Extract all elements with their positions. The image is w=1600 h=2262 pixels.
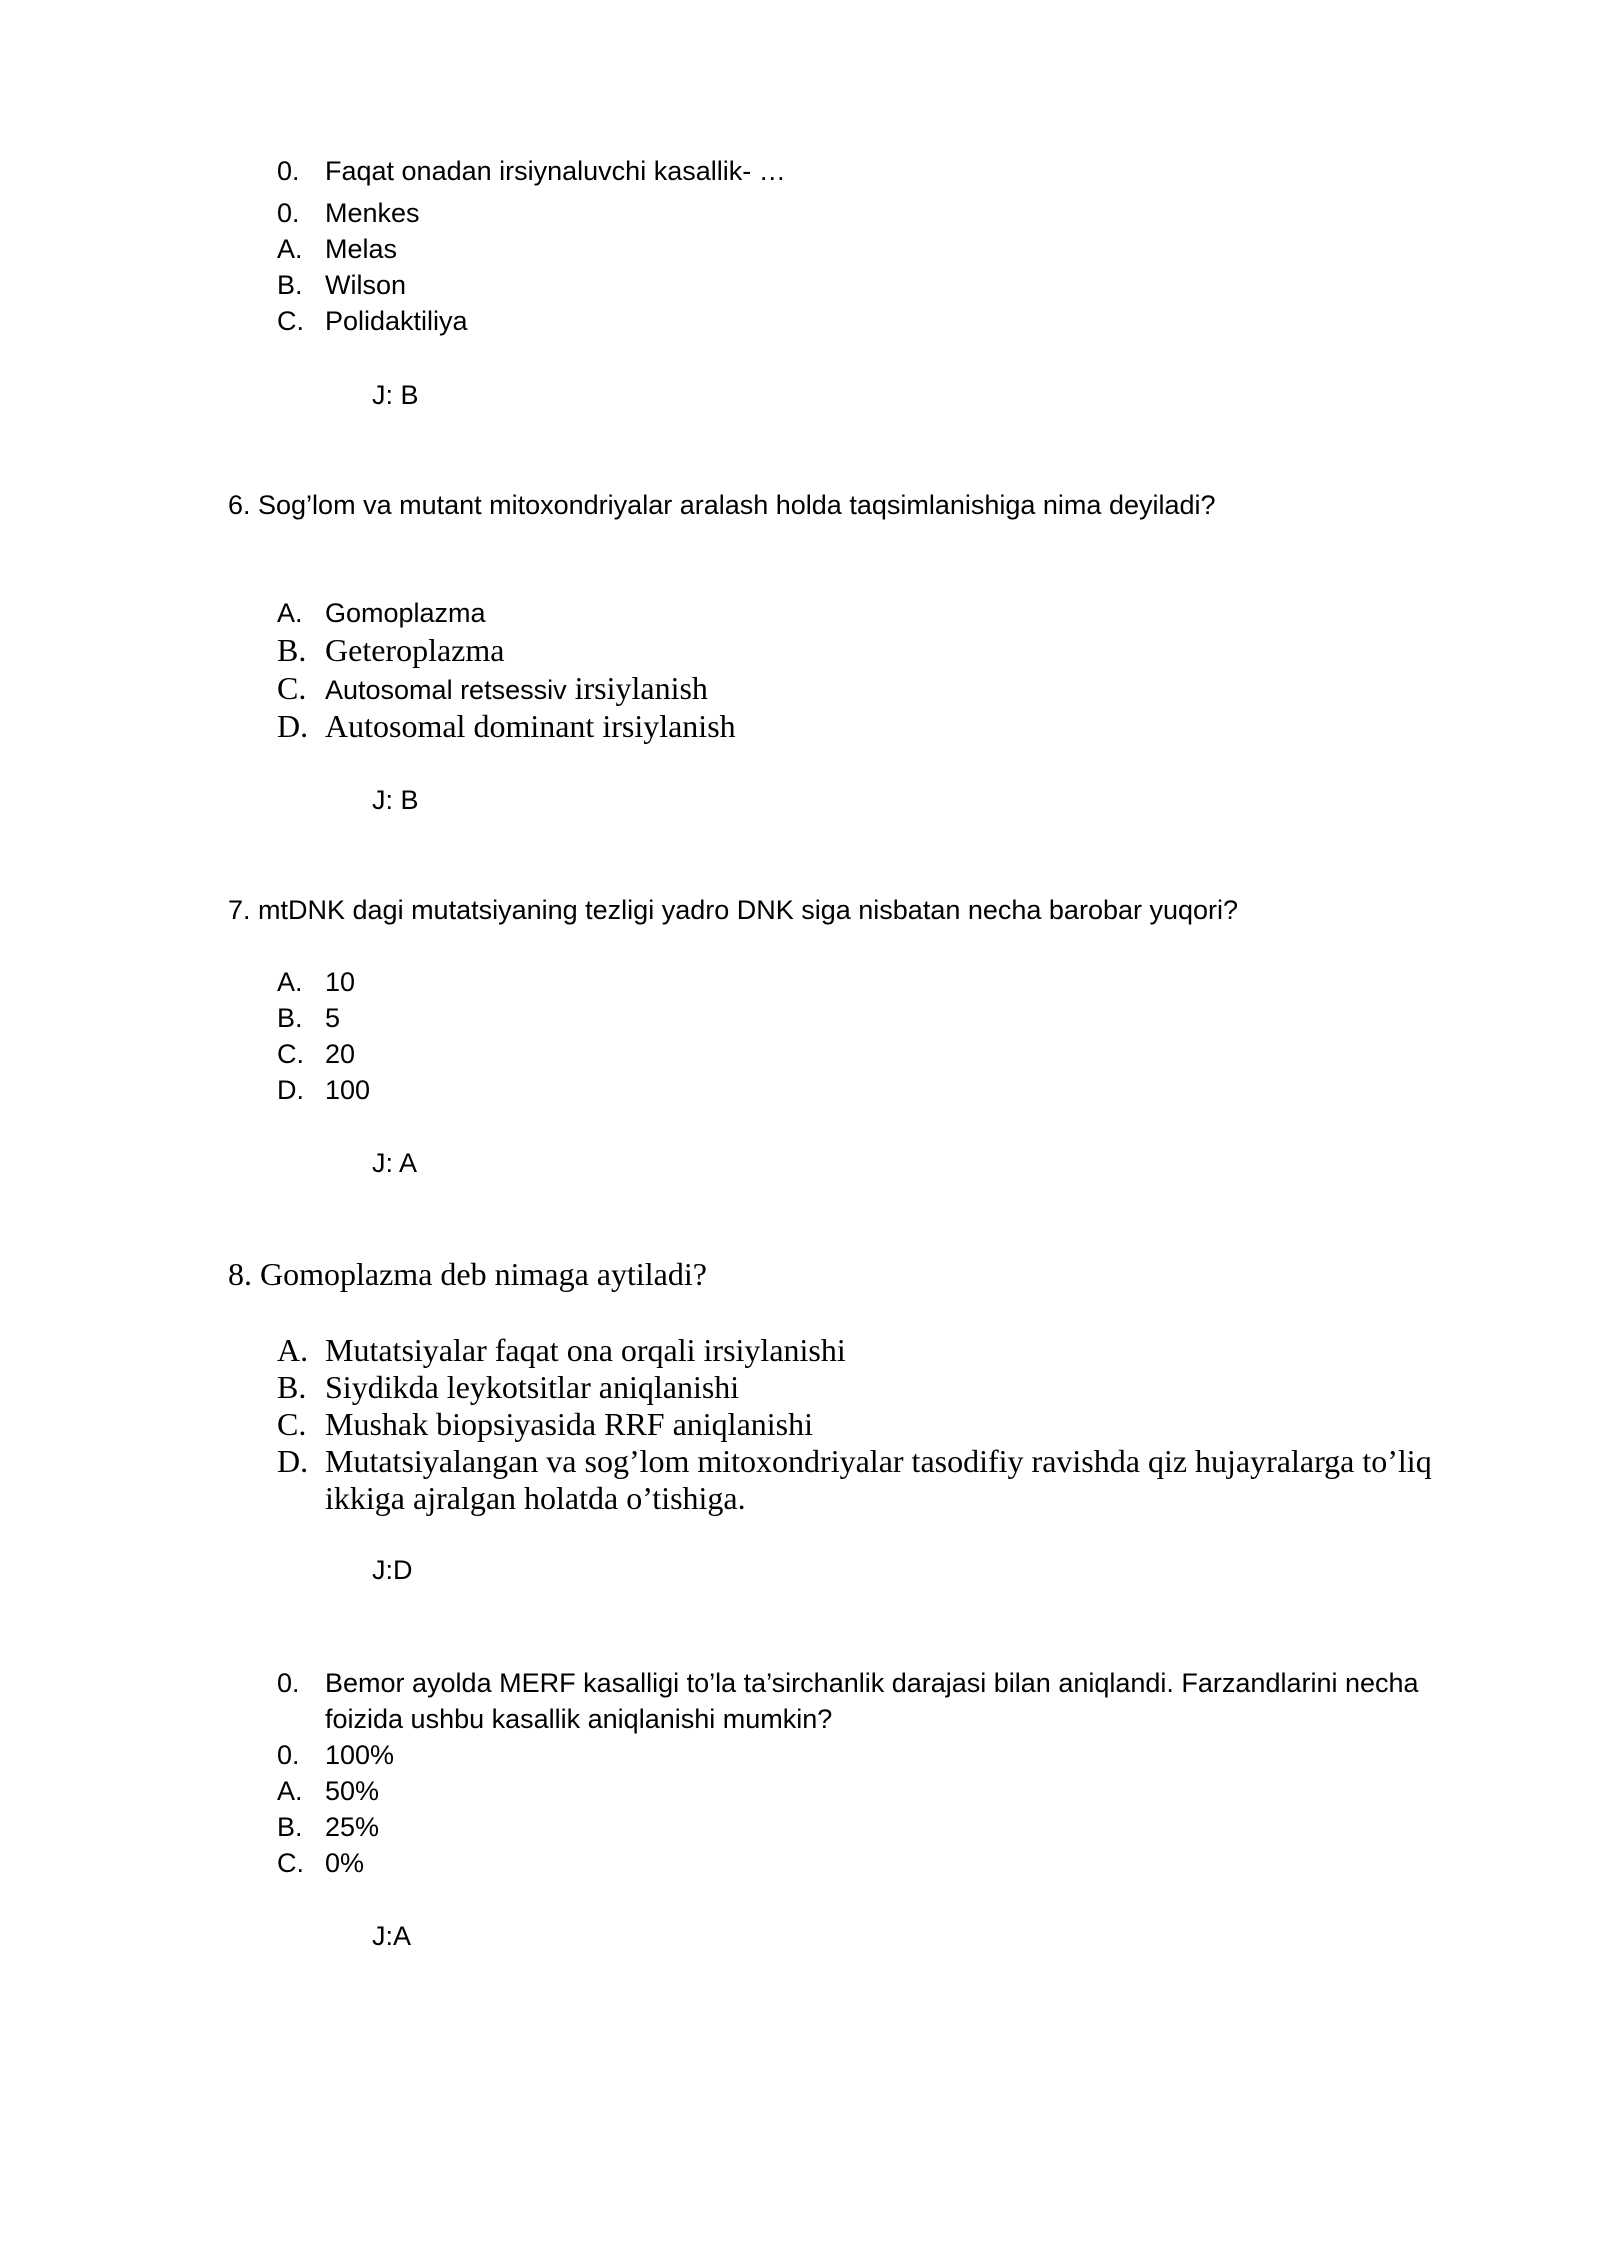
question-text: Faqat onadan irsiynaluvchi kasallik- …: [325, 156, 786, 186]
option-text-suffix: irsiylanish: [566, 670, 708, 706]
question-number: 0.: [277, 156, 300, 186]
option-text: 20: [325, 1039, 356, 1069]
option-text: Siydikda leykotsitlar aniqlanishi: [325, 1369, 740, 1405]
option-c: [277, 1847, 364, 1879]
option-mark: C.: [277, 306, 304, 336]
option-a: [277, 597, 486, 629]
option-text: Menkes: [325, 198, 420, 228]
option-text: Wilson: [325, 270, 407, 300]
option-b: [277, 269, 406, 301]
option-text: 100: [325, 1075, 371, 1105]
option-d: [277, 1442, 1432, 1480]
option-b: [277, 1368, 739, 1406]
question-9: [277, 1667, 1419, 1699]
option-text: 25%: [325, 1812, 380, 1842]
option-mark: A.: [277, 1776, 303, 1806]
option-d: [277, 1074, 370, 1106]
question-number: 0.: [277, 1668, 300, 1698]
option-mark: B.: [277, 1812, 303, 1842]
option-b: [277, 1002, 340, 1034]
option-a: [277, 1775, 379, 1807]
answer-key: J: B: [372, 380, 419, 410]
question-6: 6. Sog’lom va mutant mitoxondriyalar aralash holda taqsimlanishiga nima deyiladi?: [228, 490, 1216, 520]
option-text: Mutatsiyalar faqat ona orqali irsiylanishi: [325, 1332, 846, 1368]
option-text: 0%: [325, 1848, 365, 1878]
option-mark: C.: [277, 1848, 304, 1878]
option-mark: 0.: [277, 198, 300, 228]
option-text-continued: ikkiga ajralgan holatda o’tishiga.: [325, 1480, 746, 1516]
option-text: 10: [325, 967, 356, 997]
answer-key: J: A: [372, 1148, 418, 1178]
option-mark: B.: [277, 632, 307, 668]
option-a: [277, 1331, 846, 1369]
option-text: Autosomal dominant irsiylanish: [325, 708, 736, 744]
question-5: [277, 155, 786, 187]
answer-key: J: B: [372, 785, 419, 815]
answer-key: J:D: [372, 1555, 413, 1585]
option-b: [277, 1811, 379, 1843]
option-c: [277, 305, 468, 337]
option-mark: C.: [277, 1039, 304, 1069]
option-mark: A.: [277, 234, 303, 264]
option-0: [277, 1739, 394, 1771]
option-text: Melas: [325, 234, 398, 264]
question-7: 7. mtDNK dagi mutatsiyaning tezligi yadro DNK siga nisbatan necha barobar yuqori?: [228, 895, 1239, 925]
option-a: [277, 233, 397, 265]
option-mark: D.: [277, 1443, 309, 1479]
option-b: [277, 631, 504, 669]
option-text: Autosomal retsessiv: [325, 675, 567, 705]
option-mark: B.: [277, 1003, 303, 1033]
option-d: [277, 707, 736, 745]
option-mark: A.: [277, 1332, 309, 1368]
option-text: 100%: [325, 1740, 395, 1770]
option-c: [277, 1038, 355, 1070]
question-text-continued: foizida ushbu kasallik aniqlanishi mumkin?: [325, 1704, 833, 1734]
option-mark: B.: [277, 270, 303, 300]
option-a: [277, 966, 355, 998]
option-c: [277, 1405, 813, 1443]
option-mark: D.: [277, 708, 309, 744]
option-text: 5: [325, 1003, 341, 1033]
option-text: Mushak biopsiyasida RRF aniqlanishi: [325, 1406, 813, 1442]
option-text: Mutatsiyalangan va sog’lom mitoxondriyalar tasodifiy ravishda qiz hujayralarga to’liq: [325, 1443, 1432, 1479]
option-mark: 0.: [277, 1740, 300, 1770]
question-text: Bemor ayolda MERF kasalligi to’la ta’sirchanlik darajasi bilan aniqlandi. Farzandlarini necha: [325, 1668, 1419, 1698]
question-8: 8. Gomoplazma deb nimaga aytiladi?: [228, 1256, 707, 1292]
answer-key: J:A: [372, 1921, 412, 1951]
option-mark: C.: [277, 1406, 307, 1442]
option-0: [277, 197, 420, 229]
option-mark: A.: [277, 598, 303, 628]
option-mark: A.: [277, 967, 303, 997]
option-text: 50%: [325, 1776, 380, 1806]
option-mark: D.: [277, 1075, 304, 1105]
option-text: Polidaktiliya: [325, 306, 468, 336]
option-text: Geteroplazma: [325, 632, 505, 668]
option-mark: B.: [277, 1369, 307, 1405]
option-c: [277, 669, 708, 707]
option-mark: C.: [277, 670, 307, 706]
option-text: Gomoplazma: [325, 598, 486, 628]
